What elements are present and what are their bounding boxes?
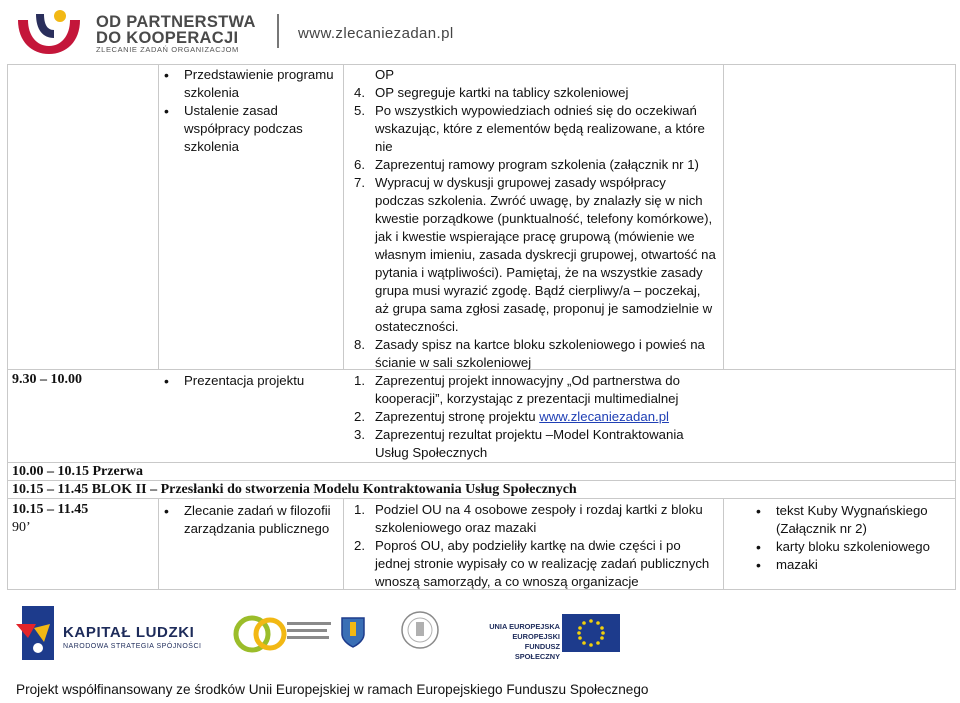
step-item: 1. Podziel OU na 4 osobowe zespoły i rozdaj kartki z bloku szkoleniowego oraz mazaki <box>354 502 703 535</box>
session-time: 10.15 – 11.45 90’ <box>12 502 89 535</box>
intro-topics <box>158 66 338 156</box>
step-item: 5. Po wszystkich wypowiedziach odnieś się do oczekiwań wskazując, które z elementów będą realizowane, a które nie <box>354 103 705 154</box>
intro-steps <box>351 66 717 372</box>
coat-of-arms-icon <box>340 616 366 648</box>
step-item: 8. Zasady spisz na kartce bloku szkoleniowego i powieś na ścianie w sali szkoleniowej <box>354 337 705 370</box>
step-item: 7. Wypracuj w dyskusji grupowej zasady współpracy podczas szkolenia. Zwróć uwagę, by znalazły się w nich kwestie porządkowe (punktualność, telefony komórkowe), jak i kwestie wspierające pracę grupową (mówienie we własnym imieniu, zasada dyskrecji grupowej, otwartość na pytania i wątpliwości). Pamiętaj, że na wszystkie zasady grupa musi wyrazić zgodę. Bądź cierpliwy/a – poczekaj, aż grupa sama zgłosi zasadę, proponuj je samodzielnie w ostateczności. <box>354 175 716 334</box>
session-materials <box>750 502 955 574</box>
logo-subtitle: ZLECANIE ZADAŃ ORGANIZACJOM <box>96 45 239 54</box>
project-website-link[interactable]: www.zlecaniezadan.pl <box>539 409 669 424</box>
session-steps <box>351 501 717 591</box>
eu-fund-text: UNIA EUROPEJSKA EUROPEJSKI FUNDUSZ SPOŁECZNY <box>489 622 560 661</box>
cio-logo-icon <box>232 614 334 654</box>
eu-flag-icon <box>562 614 620 652</box>
step-item: 4. OP segreguje kartki na tablicy szkoleniowej <box>354 85 629 100</box>
step-item: 6. Zaprezentuj ramowy program szkolenia (załącznik nr 1) <box>354 157 699 172</box>
step-item: 2. Poproś OU, aby podzieliły kartkę na dwie części i po jednej stronie wypisały co w realizację zadań publicznych wnoszą samorządy, a co wnoszą organizacje <box>354 538 710 589</box>
topic-item: • Ustalenie zasad współpracy podczas szkolenia <box>158 102 338 156</box>
step-item: 2. Zaprezentuj stronę projektu www.zlecaniezadan.pl <box>354 409 669 424</box>
steps-lead: OP <box>375 67 395 82</box>
header-url[interactable]: www.zlecaniezadan.pl <box>298 25 454 42</box>
university-seal-icon <box>400 610 440 650</box>
material-item: • mazaki <box>750 556 955 574</box>
topic-item: • Przedstawienie programu szkolenia <box>158 66 338 102</box>
presentation-time: 9.30 – 10.00 <box>12 372 82 387</box>
presentation-topic: • Prezentacja projektu <box>158 372 348 390</box>
header-divider <box>277 14 279 48</box>
material-item: • tekst Kuby Wygnańskiego (Załącznik nr 2) <box>750 502 955 538</box>
kapital-ludzki-text: KAPITAŁ LUDZKI NARODOWA STRATEGIA SPÓJNOŚCI <box>63 624 202 650</box>
break-row: 10.00 – 10.15 Przerwa <box>12 464 144 479</box>
step-item: 3. Zaprezentuj rezultat projektu –Model Kontraktowania Usług Społecznych <box>354 427 684 460</box>
page-header <box>0 0 960 62</box>
cofinancing-caption: Projekt współfinansowany ze środków Unii Europejskiej w ramach Europejskiego Funduszu Społecznego <box>16 682 649 697</box>
logo-title: OD PARTNERSTWA DO KOOPERACJI <box>96 13 256 47</box>
project-logo-icon <box>14 6 84 58</box>
step-item: 1. Zaprezentuj projekt innowacyjny „Od partnerstwa do kooperacji”, korzystając z prezentacji multimedialnej <box>354 373 680 406</box>
material-item: • karty bloku szkoleniowego <box>750 538 955 556</box>
block-two-heading: 10.15 – 11.45 BLOK II – Przesłanki do stworzenia Modelu Kontraktowania Usług Społecznych <box>12 482 577 497</box>
session-topic: • Zlecanie zadań w filozofii zarządzania publicznego <box>158 502 338 538</box>
presentation-steps <box>351 372 717 462</box>
kapital-ludzki-logo-icon <box>14 604 60 662</box>
